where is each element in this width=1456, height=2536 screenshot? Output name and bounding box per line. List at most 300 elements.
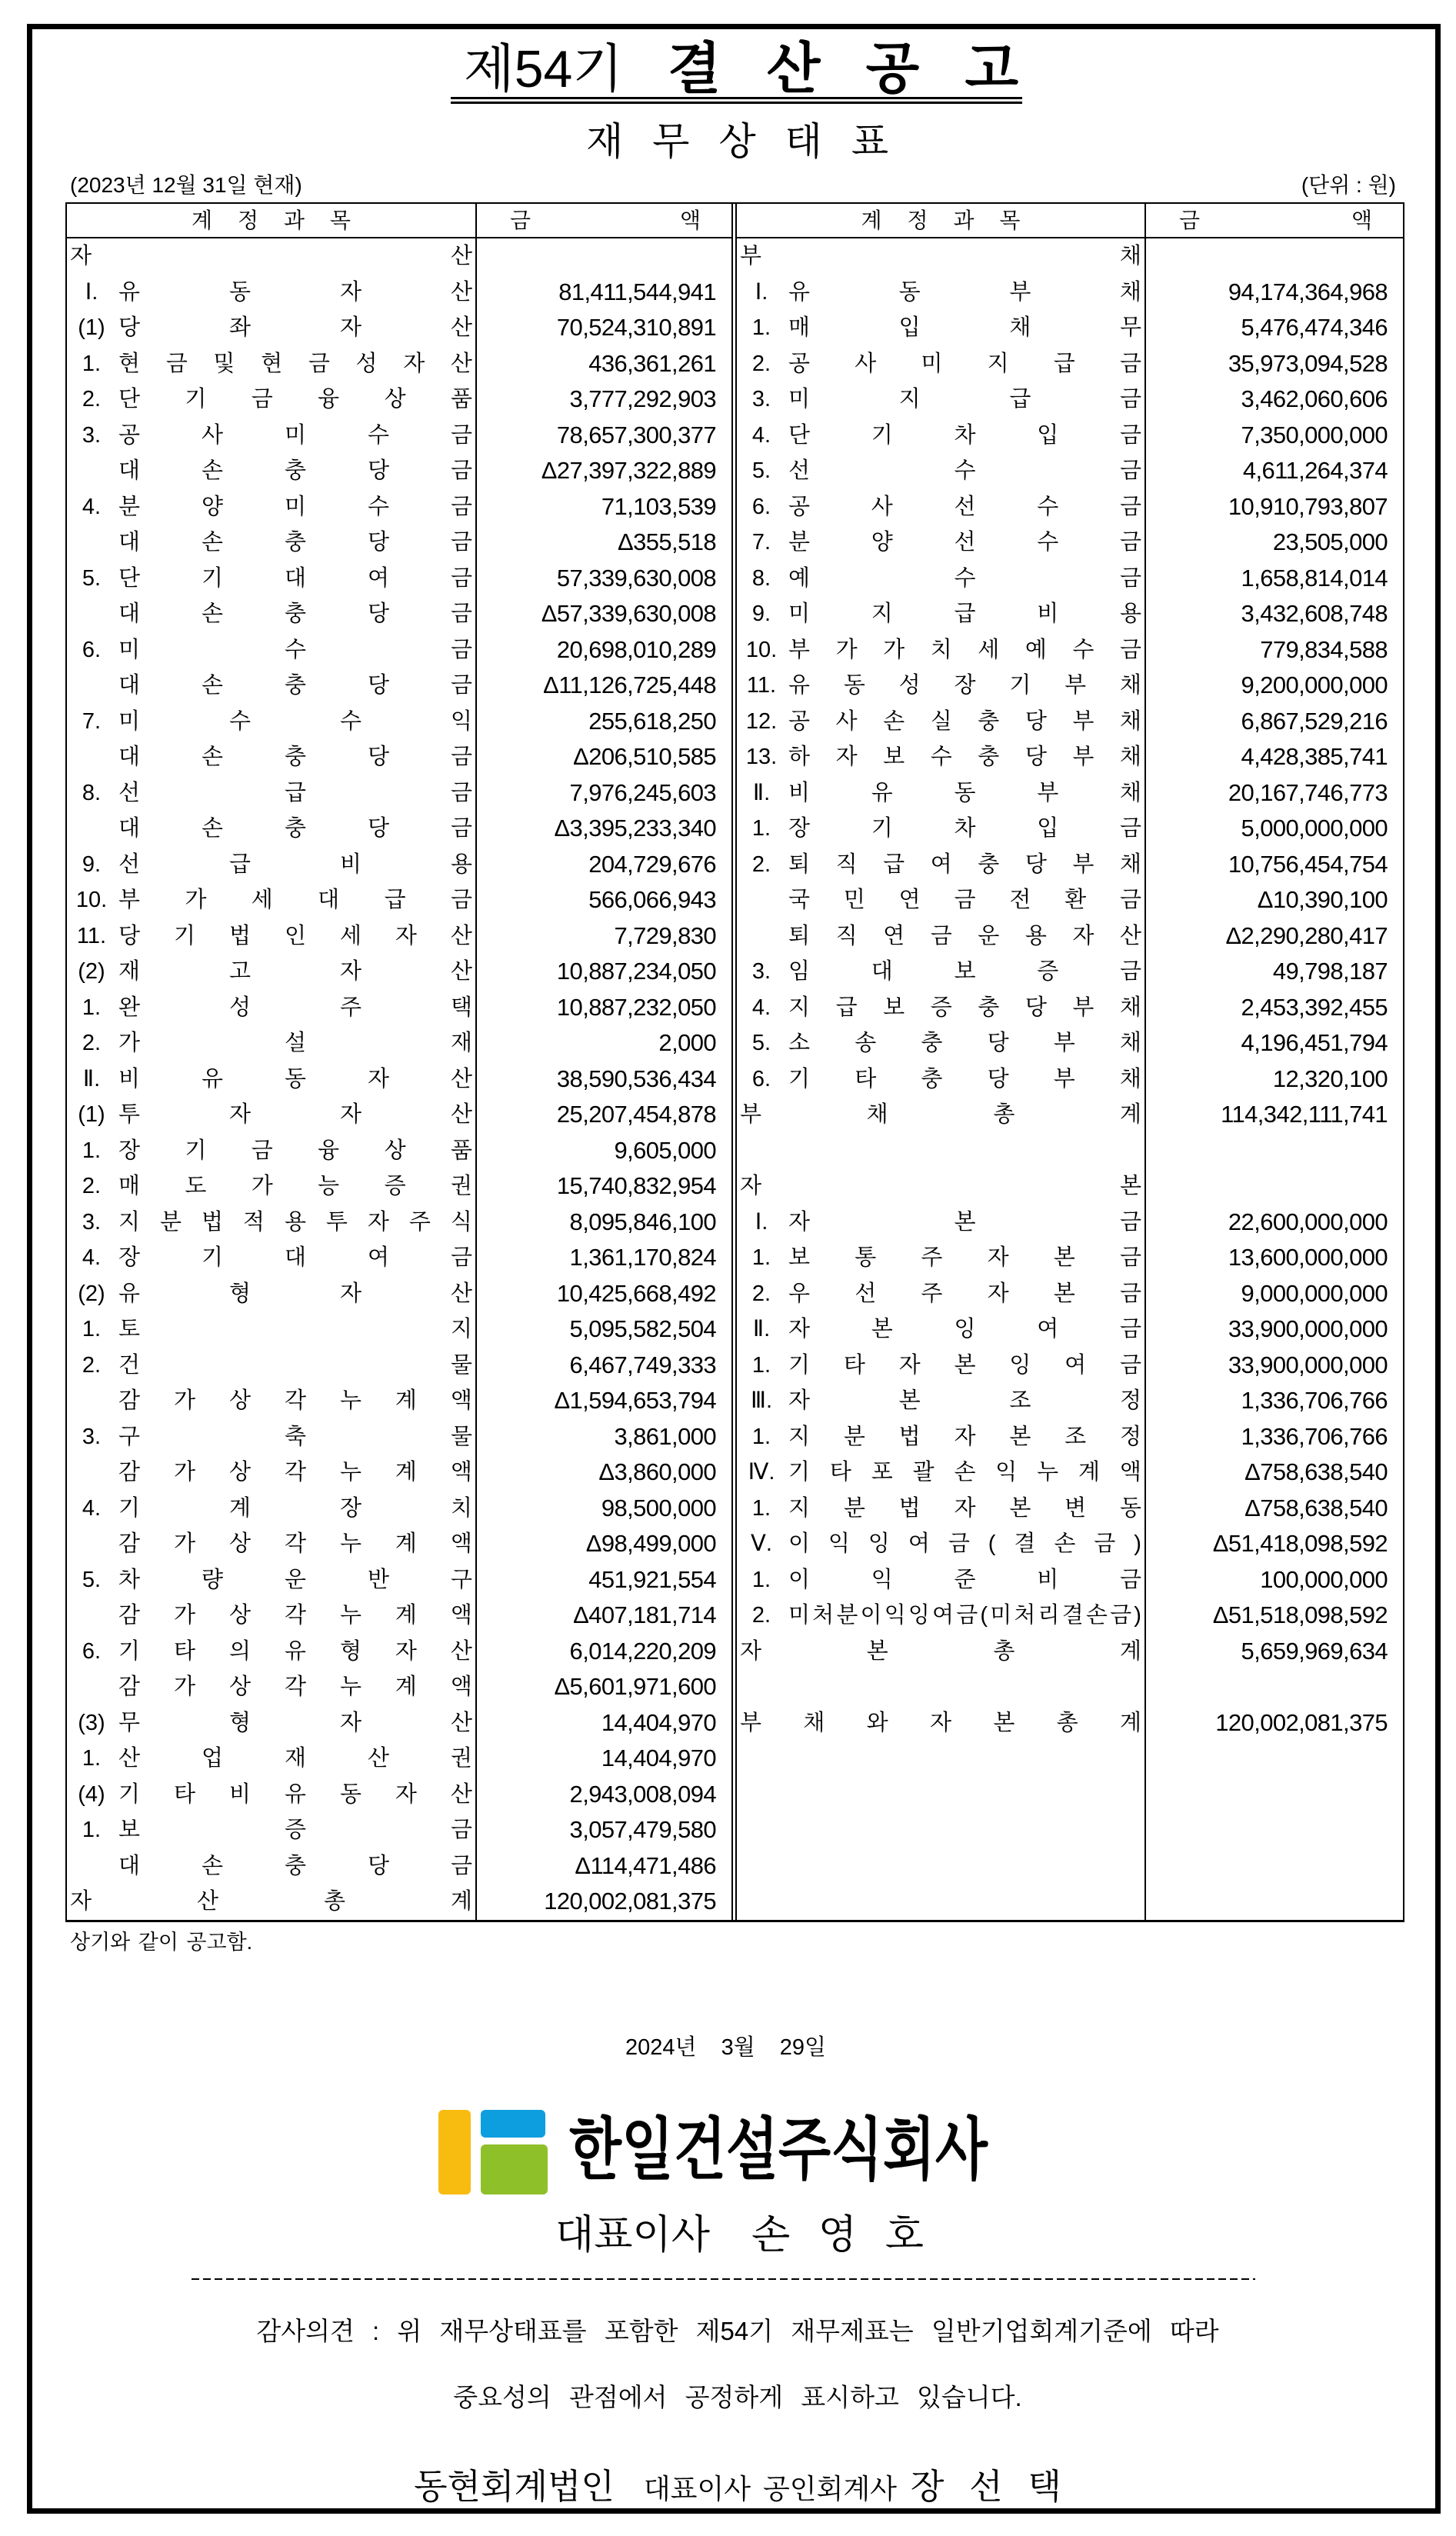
char: 자 [339, 1710, 362, 1735]
char: 미 [118, 708, 141, 734]
char: 금 [1119, 816, 1141, 841]
char: 여 [1065, 1352, 1087, 1378]
row-number: 7. [751, 530, 771, 555]
char: 금 [450, 1245, 472, 1270]
account-name [788, 1025, 1141, 1061]
char: 지 [788, 995, 811, 1020]
char: 채 [1009, 315, 1031, 340]
char: 본 [1119, 1174, 1141, 1198]
amount: 114,342,111,741 [1221, 1101, 1388, 1128]
table-row [737, 418, 1403, 454]
row-number: 5. [751, 458, 771, 483]
char: 사 [201, 422, 223, 448]
account-name [788, 739, 1141, 775]
char: 금 [251, 1138, 273, 1163]
table-row [67, 918, 731, 955]
char: 가 [251, 1174, 273, 1198]
account-name [118, 668, 472, 704]
char: 충 [284, 816, 306, 841]
char: 급 [883, 851, 905, 877]
char: 가 [173, 1388, 195, 1413]
row-number: (2) [78, 1281, 105, 1306]
table-row [737, 382, 1403, 418]
char: 당 [118, 315, 141, 340]
char: 손 [201, 458, 223, 483]
char: 손 [751, 2213, 791, 2258]
char: 누 [339, 1675, 362, 1699]
char: 금 [1119, 422, 1141, 448]
char: 부 [1072, 708, 1094, 734]
account-name [118, 418, 472, 454]
row-number: 2. [82, 1174, 102, 1198]
char: 운 [284, 1567, 306, 1592]
account-name [788, 1598, 1141, 1634]
char: 능 [318, 1174, 340, 1198]
char: 익 [450, 708, 472, 734]
char: 자 [740, 1638, 762, 1664]
char: 지 [450, 1317, 472, 1341]
char: 동 [1119, 1495, 1141, 1521]
blank-row [737, 1133, 1403, 1169]
account-name [788, 418, 1141, 454]
char: 산 [1119, 923, 1141, 948]
char: 주 [408, 1209, 431, 1235]
account-name [118, 704, 472, 740]
announcement-date: 2024년 3월 29일 [625, 2035, 827, 2060]
char: 계 [395, 1603, 417, 1628]
char: 금 [1119, 351, 1141, 376]
char: 본 [1053, 1281, 1075, 1306]
account-name [118, 739, 472, 775]
account-name [118, 489, 472, 525]
char: 누 [339, 1531, 362, 1556]
char: 금 [510, 208, 531, 232]
char: 감 [118, 1531, 141, 1556]
amount: 8,095,846,100 [569, 1208, 716, 1235]
char: 기 [788, 1066, 811, 1091]
table-row [67, 1240, 731, 1276]
char: 무 [652, 120, 690, 163]
row-number: 3. [82, 1209, 102, 1235]
liabilities-equity-side [735, 204, 1403, 1920]
amount: 98,500,000 [601, 1494, 716, 1521]
char: 본 [954, 1352, 976, 1378]
char: 계 [395, 1460, 417, 1485]
char: 당 [987, 1031, 1009, 1055]
table-row [737, 1598, 1403, 1634]
char: 금 [1119, 888, 1141, 912]
char: 대 [118, 602, 141, 626]
row-number: 4. [82, 1495, 102, 1521]
table-row [737, 1311, 1403, 1348]
account-name [788, 847, 1141, 883]
char: 단 [118, 565, 141, 591]
char: 장 [910, 2467, 945, 2506]
char: 비 [118, 1066, 141, 1091]
table-row [67, 668, 731, 704]
account-name [70, 238, 472, 275]
char: 손 [1054, 1531, 1076, 1556]
table-row [737, 1419, 1403, 1455]
table-row [67, 275, 731, 311]
char: 금 [450, 565, 472, 591]
char: 선 [855, 1281, 877, 1306]
table-row [67, 346, 731, 382]
char: 고 [965, 38, 1018, 100]
char: 본 [898, 1388, 921, 1413]
char: 금 [930, 923, 952, 948]
char: 완 [118, 995, 141, 1020]
char: 세 [251, 888, 273, 912]
row-number: Ⅳ. [748, 1460, 775, 1485]
char: 국 [788, 888, 811, 912]
char: 증 [930, 995, 952, 1020]
char: 법 [898, 1424, 921, 1449]
table-row [737, 1455, 1403, 1491]
char: 형 [228, 1281, 251, 1306]
char: 충 [921, 1031, 943, 1055]
char: 기 [201, 1245, 223, 1270]
char: 지 [987, 351, 1009, 376]
amount: 5,000,000,000 [1241, 815, 1388, 841]
char: 입 [1037, 422, 1059, 448]
char: 재 [586, 120, 624, 163]
char: 금 [165, 351, 188, 376]
char: 자 [954, 1495, 976, 1521]
char: 액 [1119, 1460, 1141, 1485]
char: 금 [450, 602, 472, 626]
char: 정 [907, 208, 928, 232]
amount: 100,000,000 [1260, 1565, 1388, 1593]
row-number: 2. [82, 1352, 102, 1378]
char: 액 [679, 208, 701, 232]
char: 금 [450, 780, 472, 805]
char: 채 [1119, 995, 1141, 1020]
fiscal-period: 제54기 [464, 40, 624, 98]
char: 금 [450, 1853, 472, 1878]
char: 대 [118, 673, 141, 698]
char: 감 [118, 1460, 141, 1485]
row-number: 1. [751, 816, 771, 841]
logo-yellow-bar [438, 2110, 471, 2194]
char: 수 [228, 708, 251, 734]
char: 당 [367, 1853, 389, 1878]
char: 채 [1119, 279, 1141, 305]
row-number: 8. [82, 780, 102, 805]
char: 결 [1014, 1531, 1036, 1556]
account-name [788, 1348, 1141, 1384]
char: 정 [237, 208, 259, 232]
table-row [67, 1061, 731, 1098]
row-number: 2. [82, 387, 102, 412]
row-number: 1. [82, 1317, 102, 1341]
char: 금 [1119, 1281, 1141, 1306]
char: 부 [1065, 673, 1087, 698]
account-name [788, 1205, 1141, 1241]
char: 자 [395, 1781, 417, 1807]
row-number: Ⅰ. [755, 279, 768, 305]
table-row [737, 847, 1403, 883]
account-name [788, 382, 1141, 418]
char: 당 [367, 745, 389, 769]
table-row [737, 1348, 1403, 1384]
table-row [737, 1526, 1403, 1562]
char: 전 [1009, 888, 1031, 912]
char: 금 [1119, 1567, 1141, 1592]
char: 금 [956, 1603, 978, 1628]
row-number: 5. [82, 565, 102, 591]
char: 급 [284, 780, 306, 805]
amount: 5,476,474,346 [1241, 314, 1388, 341]
char: 도 [185, 1174, 207, 1198]
char: 장 [118, 1245, 141, 1270]
account-name [788, 1419, 1141, 1455]
table-row [67, 1348, 731, 1384]
amount: Δ10,390,100 [1257, 886, 1388, 913]
table-row [737, 918, 1403, 955]
char: 여 [367, 565, 389, 591]
char: 미 [921, 351, 943, 376]
table-row [67, 1812, 731, 1848]
amount: 4,428,385,741 [1241, 743, 1388, 770]
char: 자 [339, 959, 362, 984]
account-name [788, 1276, 1141, 1312]
char: 금 [1119, 1245, 1141, 1270]
char: 자 [70, 1889, 92, 1914]
char: 치 [930, 637, 952, 662]
char: 직 [835, 851, 858, 877]
char: 수 [930, 745, 952, 769]
char: 준 [954, 1567, 976, 1592]
company-name: 한일건설주식회사 [569, 2111, 988, 2188]
char: 융 [318, 387, 340, 412]
char: ( [980, 1603, 988, 1628]
char: 손 [201, 1853, 223, 1878]
char: 기 [788, 1460, 811, 1485]
row-number: 1. [751, 1567, 771, 1592]
ceo-signature [555, 2212, 924, 2258]
amount: 2,943,008,094 [569, 1780, 716, 1808]
char: 물 [450, 1352, 472, 1378]
char: 금 [954, 888, 976, 912]
char: 부 [1053, 1066, 1075, 1091]
amount: 10,910,793,807 [1228, 492, 1388, 520]
table-row [737, 1025, 1403, 1061]
char: 구 [450, 1567, 472, 1592]
char: 조 [1065, 1424, 1087, 1449]
account-name [118, 1848, 472, 1885]
assets-side [67, 204, 733, 1920]
char: 타 [829, 1460, 851, 1485]
statement-title [586, 119, 888, 164]
char: 산 [450, 1710, 472, 1735]
table-row [737, 882, 1403, 918]
char: 채 [803, 1710, 825, 1735]
char: 상 [384, 1138, 406, 1163]
account-name [788, 1061, 1141, 1098]
table-row [67, 1205, 731, 1241]
amount: 70,524,310,891 [556, 314, 716, 341]
char: 선 [954, 494, 976, 519]
char: 계 [1119, 1102, 1141, 1127]
amount: Δ206,510,585 [573, 743, 716, 770]
char: 각 [284, 1388, 306, 1413]
char: 이 [860, 1603, 882, 1628]
char: 유 [871, 780, 893, 805]
char: 계 [228, 1495, 251, 1521]
char: 금 [450, 673, 472, 698]
char: 당 [367, 458, 389, 483]
account-name [788, 453, 1141, 489]
account-name [118, 1669, 472, 1705]
char: 산 [450, 1638, 472, 1664]
table-row [67, 525, 731, 561]
char: 보 [118, 1818, 141, 1842]
char: 선 [954, 530, 976, 555]
char: 기 [118, 1638, 141, 1664]
amount: Δ51,518,098,592 [1212, 1601, 1388, 1628]
char: 실 [930, 708, 952, 734]
account-name [788, 1311, 1141, 1348]
amount: 22,600,000,000 [1228, 1208, 1388, 1235]
row-number: 10. [75, 888, 108, 912]
char: 타 [173, 1638, 195, 1664]
table-row [67, 1455, 731, 1491]
char: 주 [921, 1281, 943, 1306]
char: 분 [843, 1495, 865, 1521]
char: 산 [450, 959, 472, 984]
ceo-title: 대표이사 [555, 2213, 710, 2258]
amount: 1,336,706,766 [1241, 1422, 1388, 1450]
char: 퇴 [788, 851, 811, 877]
amount: 4,196,451,794 [1241, 1029, 1388, 1056]
char: 주 [921, 1245, 943, 1270]
char: 가 [185, 888, 207, 912]
account-name [788, 1240, 1141, 1276]
char: 총 [1056, 1710, 1078, 1735]
char: 계 [395, 1675, 417, 1699]
amount: 436,361,261 [588, 349, 716, 377]
table-row [67, 1634, 731, 1670]
account-name [788, 704, 1141, 740]
char: 성 [355, 351, 378, 376]
char: 산 [367, 1746, 389, 1771]
account-name [118, 310, 472, 346]
account-name [118, 1598, 472, 1634]
amount: 20,698,010,289 [556, 635, 716, 663]
table-row [737, 1240, 1403, 1276]
account-name [118, 1240, 472, 1276]
blank-row [737, 1669, 1403, 1705]
amount: 2,453,392,455 [1241, 993, 1388, 1021]
char: 당 [367, 530, 389, 555]
char: 계 [1078, 1460, 1101, 1485]
char: 금 [450, 888, 472, 912]
row-number: 4. [82, 494, 102, 519]
amount: 5,095,582,504 [569, 1315, 716, 1342]
table-row [737, 453, 1403, 489]
account-name [118, 882, 472, 918]
char: 투 [118, 1102, 141, 1127]
amount: 5,659,969,634 [1241, 1637, 1388, 1665]
char: 자 [395, 1638, 417, 1664]
dashed-separator [192, 2278, 1255, 2280]
audit-opinion-line: 중요성의 관점에서 공정하게 표시하고 있습니다. [453, 2383, 1022, 2411]
amount: 9,000,000,000 [1241, 1279, 1388, 1307]
table-row [67, 1526, 731, 1562]
amount: Δ98,499,000 [585, 1530, 716, 1557]
char: 여 [367, 1245, 389, 1270]
table-row [67, 1311, 731, 1348]
account-name [788, 346, 1141, 382]
amount: Δ407,181,714 [573, 1601, 716, 1628]
table-row [737, 1562, 1403, 1598]
table-row [737, 704, 1403, 740]
char: 충 [978, 745, 1000, 769]
amount: Δ51,418,098,592 [1212, 1530, 1388, 1557]
row-number: Ⅱ. [752, 1317, 771, 1341]
amount: 14,404,970 [601, 1745, 716, 1771]
row-number: 1. [751, 1495, 771, 1521]
char: 액 [450, 1388, 472, 1413]
table-row [67, 1025, 731, 1061]
char: 손 [883, 708, 905, 734]
char: 부 [740, 1710, 762, 1735]
char: 융 [318, 1138, 340, 1163]
amount: 7,729,830 [614, 921, 716, 949]
char: 금 [1119, 494, 1141, 519]
amount: 38,590,536,434 [556, 1065, 716, 1092]
char: 손 [954, 1460, 976, 1485]
char: 기 [871, 422, 893, 448]
char: 차 [954, 422, 976, 448]
account-name [118, 1276, 472, 1312]
row-number: 10. [745, 637, 778, 662]
amount: 566,066,943 [588, 886, 716, 913]
char: 당 [367, 602, 389, 626]
char: 장 [954, 673, 976, 698]
char: 타 [855, 1066, 877, 1091]
char: 보 [883, 745, 905, 769]
char: 산 [196, 1889, 218, 1914]
char: 예 [1025, 637, 1047, 662]
char: 손 [201, 816, 223, 841]
amount: Δ57,339,630,008 [541, 600, 716, 627]
char: 업 [201, 1746, 223, 1771]
row-number: (4) [78, 1781, 105, 1807]
amount: 451,921,554 [588, 1565, 716, 1593]
account-name [118, 453, 472, 489]
account-name [118, 1205, 472, 1241]
char: 손 [1085, 1603, 1108, 1628]
char: 연 [883, 923, 905, 948]
account-name [118, 1455, 472, 1491]
char: 계 [861, 208, 882, 232]
char: 본 [1053, 1245, 1075, 1270]
char: 당 [1025, 708, 1047, 734]
logo-green-block [481, 2144, 548, 2194]
char: 대 [118, 816, 141, 841]
total-row [737, 1097, 1403, 1133]
account-name [118, 1383, 472, 1419]
char: 금 [1119, 387, 1141, 412]
char: 대 [284, 1245, 306, 1270]
char: 비 [339, 851, 362, 877]
char: 부 [1009, 279, 1031, 305]
char: 예 [788, 565, 811, 591]
char: 상 [228, 1460, 251, 1485]
char: 본 [871, 1317, 893, 1341]
